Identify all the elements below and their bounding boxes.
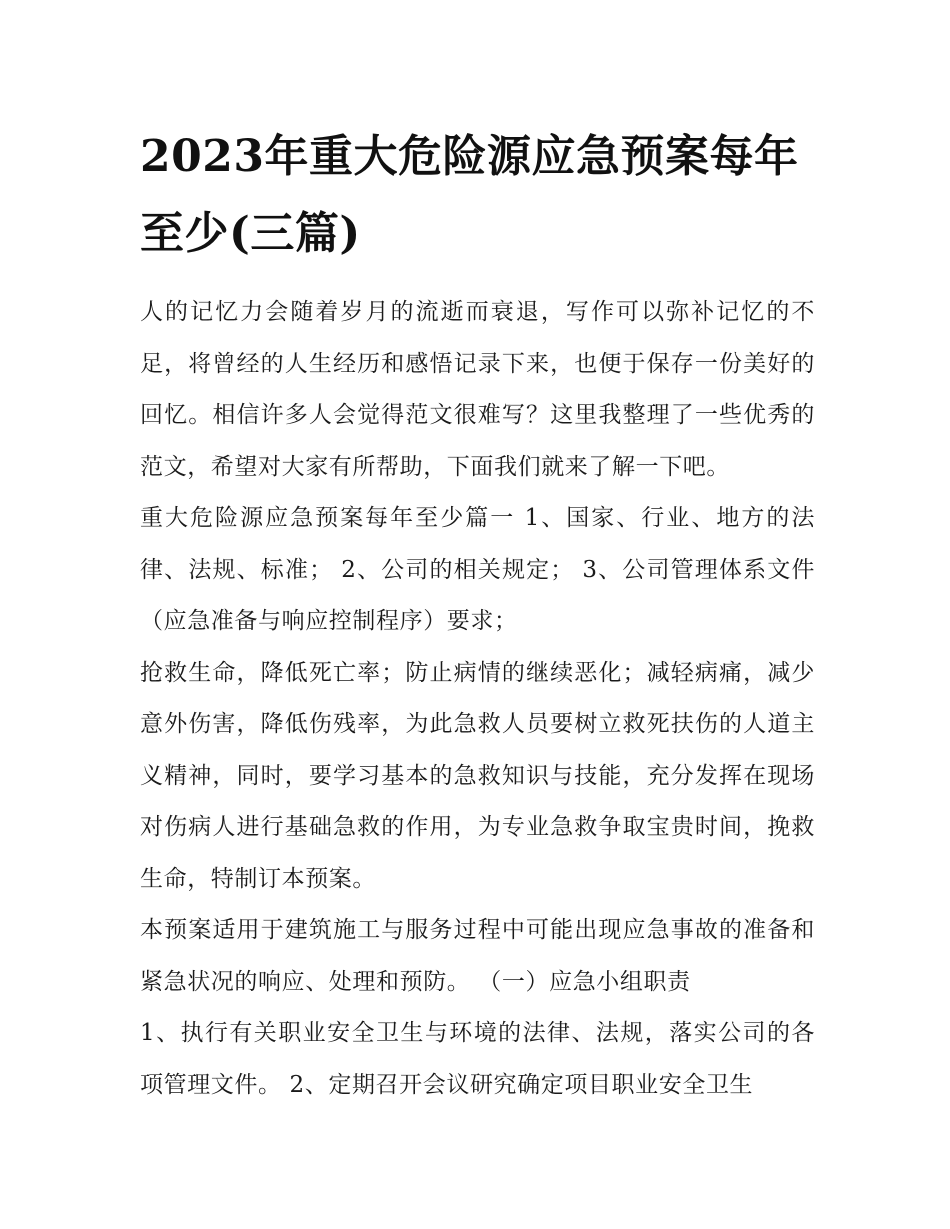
document-title: 2023年重大危险源应急预案每年至少(三篇) [140, 131, 799, 259]
document-body [140, 287, 815, 1111]
paragraph-scope: 本预案适用于建筑施工与服务过程中可能出现应急事故的准备和紧急状况的响应、处理和预防。 （一）应急小组职责 [140, 917, 815, 995]
paragraph-intro: 人的记忆力会随着岁月的流逝而衰退，写作可以弥补记忆的不足，将曾经的人生经历和感悟记录下来，也便于保存一份美好的回忆。相信许多人会觉得范文很难写？这里我整理了一些优秀的范文，希望对大家有所帮助，下面我们就来了解一下吧。 [140, 299, 815, 480]
paragraph-purpose: 抢救生命，降低死亡率；防止病情的继续恶化；减轻病痛，减少意外伤害，降低伤残率，为此急救人员要树立救死扶伤的人道主义精神，同时，要学习基本的急救知识与技能，充分发挥在现场对伤病人进行基础急救的作用，为专业急救争取宝贵时间，挽救生命，特制订本预案。 [140, 659, 815, 892]
document-page [140, 118, 815, 1111]
paragraph-basis: 重大危险源应急预案每年至少篇一 1、国家、行业、地方的法律、法规、标准； 2、公司的相关规定； 3、公司管理体系文件（应急准备与响应控制程序）要求； [140, 505, 815, 634]
paragraph-duties: 1、执行有关职业安全卫生与环境的法律、法规，落实公司的各项管理文件。 2、定期召开会议研究确定项目职业安全卫生 [140, 1020, 815, 1098]
